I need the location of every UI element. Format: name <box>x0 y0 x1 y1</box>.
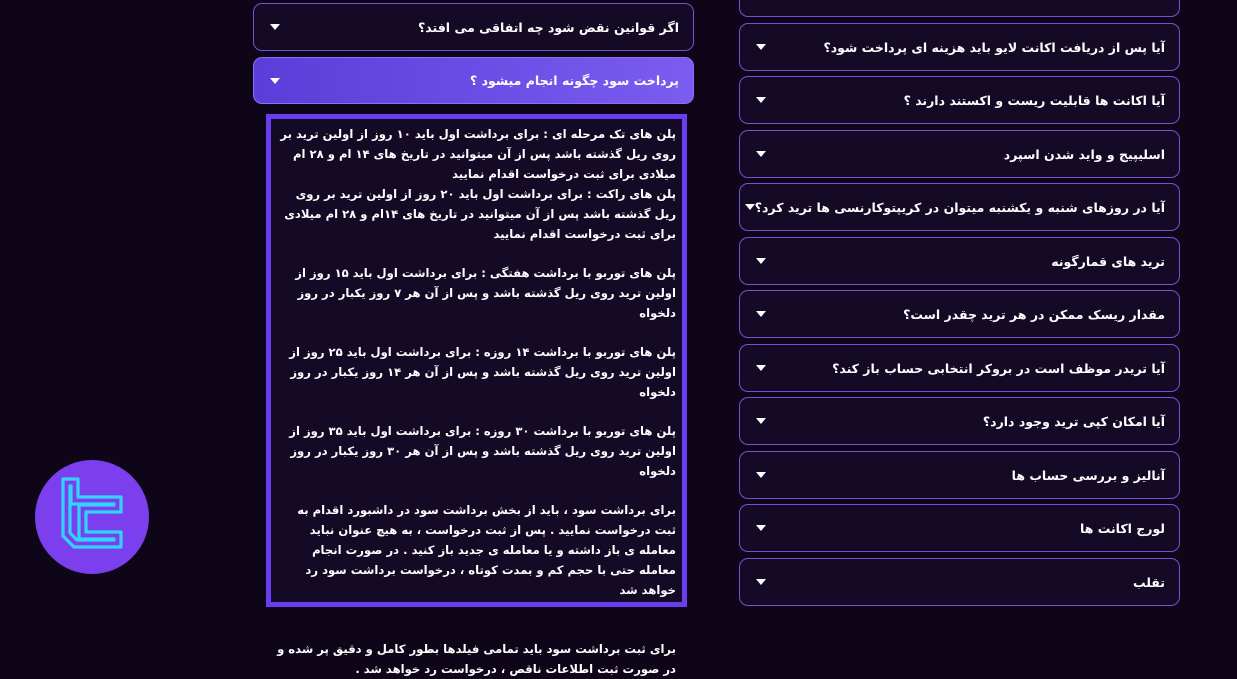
caret-down-icon <box>756 97 766 103</box>
caret-down-icon <box>756 44 766 50</box>
faq-question: اگر قوانین نقض شود چه اتفاقی می افتد؟ <box>418 19 679 35</box>
faq-question: لورج اکانت ها <box>1080 520 1165 536</box>
faq-item-top-partial[interactable] <box>739 0 1180 17</box>
caret-down-icon <box>270 78 280 84</box>
faq-answer-panel[interactable] <box>266 114 687 676</box>
answer-paragraph: برای برداشت سود ، باید از بخش برداشت سود در داشبورد اقدام به ثبت درخواست نمایید . پس از ثبت درخواست ، به هیچ عنوان نباید معامله ی باز داشته و یا معامله ی جدید باز کنید . در صورت انجام معامله حتی با حجم کم و بمدت کوتاه ، درخواست برداشت سود رد خواهد شد <box>297 503 676 597</box>
faq-question: اسلیپیج و واید شدن اسپرد <box>1003 146 1165 162</box>
faq-question: آیا پس از دریافت اکانت لایو باید هزینه ای پرداخت شود؟ <box>823 39 1165 55</box>
faq-item-account-analysis[interactable] <box>739 451 1180 499</box>
faq-item-account-leverage[interactable] <box>739 504 1180 552</box>
caret-down-icon <box>745 204 755 210</box>
caret-down-icon <box>756 418 766 424</box>
answer-paragraph: پلن های راکت : برای برداشت اول باید ۲۰ روز از اولین ترید بر روی ریل گذشته باشد پس از آن میتوانید در تاریخ های ۱۴ام و ۲۸ ام میلادی برای ثبت درخواست اقدام نمایید <box>284 187 676 241</box>
answer-paragraph: پلن های توربو با برداشت هفتگی : برای برداشت اول باید ۱۵ روز از اولین ترید روی ریل گذشته باشد و پس از آن هر ۷ روز یکبار در روز دلخواه <box>295 266 676 320</box>
caret-down-icon <box>756 472 766 478</box>
faq-question: آنالیز و بررسی حساب ها <box>1011 467 1165 483</box>
faq-item-copy-trade[interactable] <box>739 397 1180 445</box>
answer-paragraph: پلن های توربو با برداشت ۳۰ روزه : برای برداشت اول باید ۳۵ روز از اولین ترید روی ریل گذشته باشد و پس از آن هر ۳۰ روز یکبار در روز دلخواه <box>289 424 676 478</box>
brand-logo-glyph <box>35 460 149 574</box>
caret-down-icon <box>756 311 766 317</box>
caret-down-icon <box>756 151 766 157</box>
faq-question: آیا در روزهای شنبه و یکشنبه میتوان در کریپتوکارنسی ها ترید کرد؟ <box>754 199 1165 215</box>
faq-item-weekend-crypto[interactable] <box>739 183 1180 231</box>
faq-question: مقدار ریسک ممکن در هر ترید چقدر است؟ <box>903 306 1165 322</box>
faq-item-slippage[interactable] <box>739 130 1180 178</box>
caret-down-icon <box>756 579 766 585</box>
caret-down-icon <box>756 365 766 371</box>
faq-item-rules-violation[interactable] <box>253 3 694 51</box>
brand-logo-icon[interactable] <box>35 460 149 574</box>
answer-paragraph: پلن های توربو با برداشت ۱۴ روزه : برای برداشت اول باید ۲۵ روز از اولین ترید روی ریل گذشته باشد و پس از آن هر ۱۴ روز یکبار در روز دلخواه <box>289 345 676 399</box>
faq-item-live-fee[interactable] <box>739 23 1180 71</box>
faq-item-gambling-trades[interactable] <box>739 237 1180 285</box>
faq-question: آیا تریدر موظف است در بروکر انتخابی حساب باز کند؟ <box>832 360 1165 376</box>
faq-item-risk-per-trade[interactable] <box>739 290 1180 338</box>
faq-item-broker-account[interactable] <box>739 344 1180 392</box>
caret-down-icon <box>270 24 280 30</box>
caret-down-icon <box>756 258 766 264</box>
faq-question: ترید های قمارگونه <box>1051 253 1165 269</box>
faq-item-reset-extend[interactable] <box>739 76 1180 124</box>
faq-item-profit-payout[interactable] <box>253 57 694 104</box>
answer-paragraph: پلن های تک مرحله ای : برای برداشت اول باید ۱۰ روز از اولین ترید بر روی ریل گذشته باشد پس از آن میتوانید در تاریخ های ۱۴ ام و ۲۸ ام میلادی برای ثبت درخواست اقدام نمایید <box>280 127 676 181</box>
caret-down-icon <box>756 525 766 531</box>
faq-question: پرداخت سود چگونه انجام میشود ؟ <box>469 73 679 88</box>
faq-question: تقلب <box>1132 574 1165 590</box>
answer-paragraph: برای ثبت برداشت سود باید تمامی فیلدها بطور کامل و دقیق پر شده و در صورت ثبت اطلاعات ناقص ، درخواست رد خواهد شد . <box>277 642 676 676</box>
faq-answer-content <box>271 119 682 679</box>
faq-question: آیا اکانت ها قابلیت ریست و اکستند دارند ؟ <box>903 92 1165 108</box>
faq-item-fraud[interactable] <box>739 558 1180 606</box>
faq-question: آیا امکان کپی ترید وجود دارد؟ <box>982 413 1165 429</box>
